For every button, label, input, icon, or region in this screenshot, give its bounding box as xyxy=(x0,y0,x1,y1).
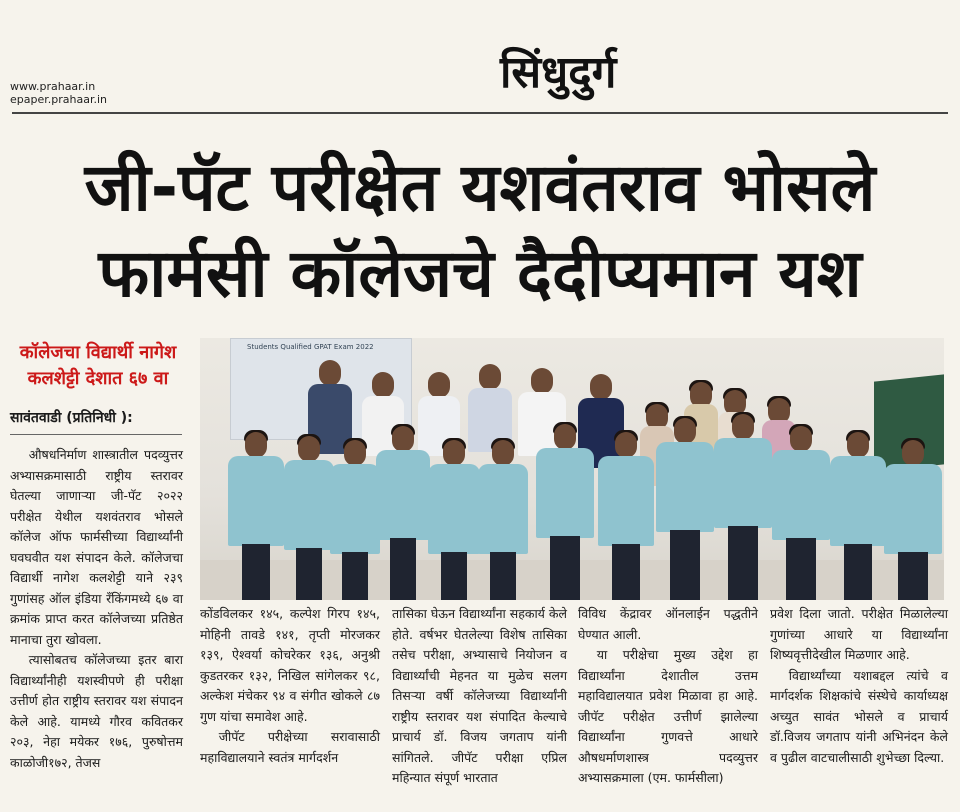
paragraph: जीपॅट परीक्षेच्या सरावासाठी महाविद्यालयाने स्वतंत्र मार्गदर्शन xyxy=(200,729,380,765)
person-figure xyxy=(830,430,886,600)
person-figure xyxy=(714,412,772,600)
paragraph: तासिका घेऊन विद्यार्थ्यांना सहकार्य केले होते. वर्षभर घेतलेल्या विशेष तासिका तसेच परीक्षा, अभ्यासाचे नियोजन व विद्यार्थ्यांची मेहनत या मुळेच सलग तिसऱ्या वर्षी कॉलेजच्या विद्यार्थ्यांनी राष्ट्रीय स्तरावर यश संपादित केल्याचे प्राचार्य डॉ. विजय जगताप यांनी सांगितले. जीपॅट परीक्षा एप्रिल महिन्यात संपूर्ण भारतात xyxy=(392,606,567,785)
masthead-rule xyxy=(12,112,948,114)
subheadline-line-1: कॉलेजचा विद्यार्थी नागेश xyxy=(19,342,177,363)
paragraph: विविध केंद्रावर ऑनलाईन पद्धतीने घेण्यात आली. xyxy=(578,606,758,642)
person-figure xyxy=(376,424,430,600)
article-column-5 xyxy=(770,604,948,768)
paragraph: औषधनिर्माण शास्त्रातील पदव्युत्तर अभ्यासक्रमासाठी राष्ट्रीय स्तरावर घेतल्या जाणाऱ्या जी-पॅट २०२२ परीक्षेत येथील यशवंतराव भोसले कॉलेज ऑफ फार्मसीच्या विद्यार्थ्यांनी घवघवीत यश संपादन केले. कॉलेजचा विद्यार्थी नागेश कलशेट्टी याने २३९ गुणांसह ऑल इंडिया रँकिंगमध्ये ६७ वा क्रमांक प्राप्त करत कॉलेजच्या प्रतिष्ठेत मानाचा तुरा खोवला. xyxy=(10,447,183,647)
person-figure xyxy=(656,416,714,600)
subheadline-line-2: कलशेट्टी देशात ६७ वा xyxy=(27,368,169,389)
epaper-url: epaper.prahaar.in xyxy=(10,93,107,106)
paragraph: प्रवेश दिला जातो. परीक्षेत मिळालेल्या गुणांच्या आधारे या विद्यार्थ्यांना शिष्यवृत्तीदेखील मिळणार आहे. xyxy=(770,606,948,662)
next-article-strip xyxy=(0,792,960,812)
person-figure xyxy=(598,430,654,600)
paragraph: कोंडविलकर १४५, कल्पेश गिरप १४५, मोहिनी तावडे १४१, तृप्ती मोरजकर १३९, ऐश्वर्या कोचरेकर १३६, अनुश्री कुडतरकर १३२, निखिल सांगेलकर ९८, अल्केश मंचेकर ९४ व संगीत खोकले ८७ गुण यांचा समावेश आहे. xyxy=(200,606,380,724)
section-title: सिंधुदुर्ग xyxy=(500,47,617,98)
person-figure xyxy=(428,438,480,600)
article-column-2 xyxy=(200,604,380,768)
person-figure xyxy=(228,430,284,600)
subheadline xyxy=(8,340,188,392)
article-column-1 xyxy=(10,445,183,773)
person-figure xyxy=(772,424,830,600)
person-figure xyxy=(478,438,528,600)
poster-title: Students Qualified GPAT Exam 2022 xyxy=(247,343,374,351)
dateline-rule xyxy=(10,434,182,435)
article-column-3 xyxy=(392,604,567,789)
person-figure xyxy=(536,422,594,600)
person-figure xyxy=(884,438,942,600)
paragraph: या परीक्षेचा मुख्य उद्देश हा विद्यार्थ्यांना देशातील उत्तम महाविद्यालयात प्रवेश मिळावा हा आहे. जीपॅट परीक्षेत उत्तीर्ण झालेल्या विद्यार्थ्यांना गुणवत्ते आधारे औषधर्माणशास्त्र पदव्युत्तर अभ्यासक्रमाला (एम. फार्मसीला) xyxy=(578,647,758,785)
headline-line-1: जी-पॅट परीक्षेत यशवंतराव भोसले xyxy=(84,149,876,226)
article-column-4 xyxy=(578,604,758,789)
site-url: www.prahaar.in xyxy=(10,80,96,93)
dateline: सावंतवाडी (प्रतिनिधी ): xyxy=(10,410,133,426)
headline-line-2: फार्मसी कॉलेजचे दैदीप्यमान यश xyxy=(98,235,862,312)
group-photo xyxy=(200,338,944,600)
person-figure xyxy=(284,434,334,600)
paragraph: त्यासोबतच कॉलेजच्या इतर बारा विद्यार्थ्यांनीही यशस्वीपणे ही परीक्षा उत्तीर्ण होत राष्ट्रीय स्तरावर यश संपादन केले आहे. यामध्ये गौरव कवितकर २०३, नेहा मयेकर १७६, पुरुषोत्तम काळोजी१७२, तेजस xyxy=(10,652,183,770)
person-figure xyxy=(330,438,380,600)
website-address xyxy=(10,80,107,106)
paragraph: विद्यार्थ्यांच्या यशाबद्दल त्यांचे व मार्गदर्शक शिक्षकांचे संस्थेचे कार्याध्यक्ष अच्युत सावंत भोसले व प्राचार्य डॉ.विजय जगताप यांनी अभिनंदन केले व पुढील वाटचालीसाठी शुभेच्छा दिल्या. xyxy=(770,667,948,765)
